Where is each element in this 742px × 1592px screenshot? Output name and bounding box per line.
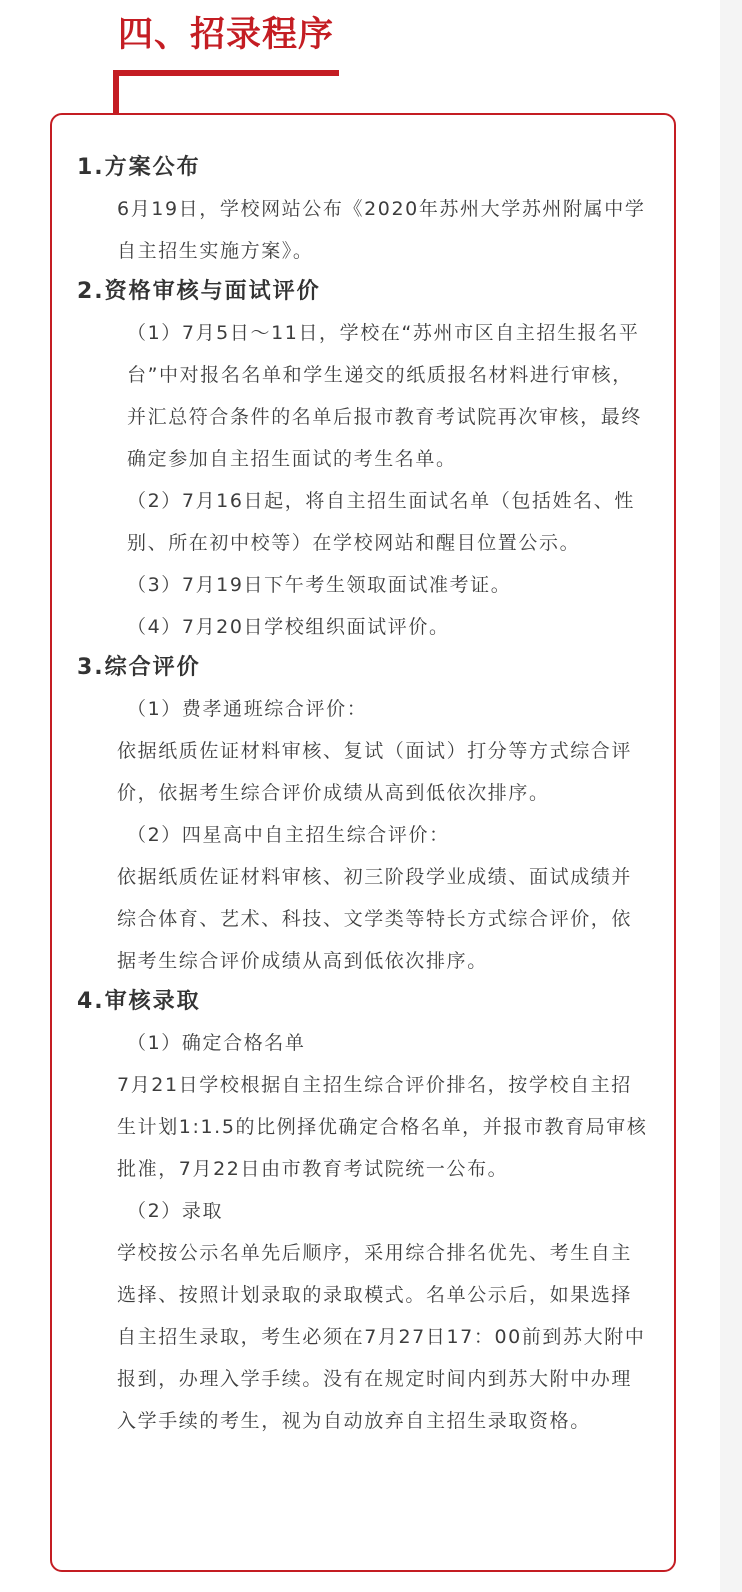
section-paragraph: （1）确定合格名单 <box>127 1032 306 1054</box>
title-underline <box>113 70 339 76</box>
section-title: 四、招录程序 <box>118 15 335 55</box>
section-paragraph: （3）7月19日下午考生领取面试准考证。 <box>127 574 512 596</box>
section-paragraph: 依据纸质佐证材料审核、初三阶段学业成绩、面试成绩并综合体育、艺术、科技、文学类等特长方式综合评价，依据考生综合评价成绩从高到低依次排序。 <box>117 866 633 972</box>
title-connector-line <box>113 70 119 113</box>
section-paragraph: （2）四星高中自主招生综合评价： <box>127 824 450 846</box>
section-heading: 3.综合评价 <box>77 655 201 680</box>
section-paragraph: 依据纸质佐证材料审核、复试（面试）打分等方式综合评价，依据考生综合评价成绩从高到低依次排序。 <box>117 740 633 804</box>
right-margin-strip <box>720 0 742 1592</box>
procedure-section <box>77 982 652 1442</box>
procedure-section <box>77 148 652 272</box>
section-paragraph: （4）7月20日学校组织面试评价。 <box>127 616 450 638</box>
section-paragraph: 学校按公示名单先后顺序，采用综合排名优先、考生自主选择、按照计划录取的录取模式。名单公示后，如果选择自主招生录取，考生必须在7月27日17：00前到苏大附中报到，办理入学手续。没有在规定时间内到苏大附中办理入学手续的考生，视为自动放弃自主招生录取资格。 <box>117 1242 646 1432</box>
section-paragraph: 6月19日，学校网站公布《2020年苏州大学苏州附属中学自主招生实施方案》。 <box>117 198 646 262</box>
procedure-section <box>77 272 652 648</box>
section-heading: 4.审核录取 <box>77 989 201 1014</box>
section-paragraph: （1）7月5日～11日，学校在“苏州市区自主招生报名平台”中对报名名单和学生递交的纸质报名材料进行审核，并汇总符合条件的名单后报市教育考试院再次审核，最终确定参加自主招生面试的考生名单。 <box>127 322 643 470</box>
section-paragraph: （2）录取 <box>127 1200 224 1222</box>
procedure-section <box>77 648 652 982</box>
section-paragraph: （1）费孝通班综合评价： <box>127 698 368 720</box>
section-heading: 2.资格审核与面试评价 <box>77 279 321 304</box>
section-paragraph: （2）7月16日起，将自主招生面试名单（包括姓名、性别、所在初中校等）在学校网站和醒目位置公示。 <box>127 490 635 554</box>
procedure-sections <box>77 148 652 1442</box>
section-paragraph: 7月21日学校根据自主招生综合评价排名，按学校自主招生计划1:1.5的比例择优确定合格名单，并报市教育局审核批准，7月22日由市教育考试院统一公布。 <box>117 1074 648 1180</box>
content-box <box>50 113 676 1572</box>
section-heading: 1.方案公布 <box>77 155 201 180</box>
